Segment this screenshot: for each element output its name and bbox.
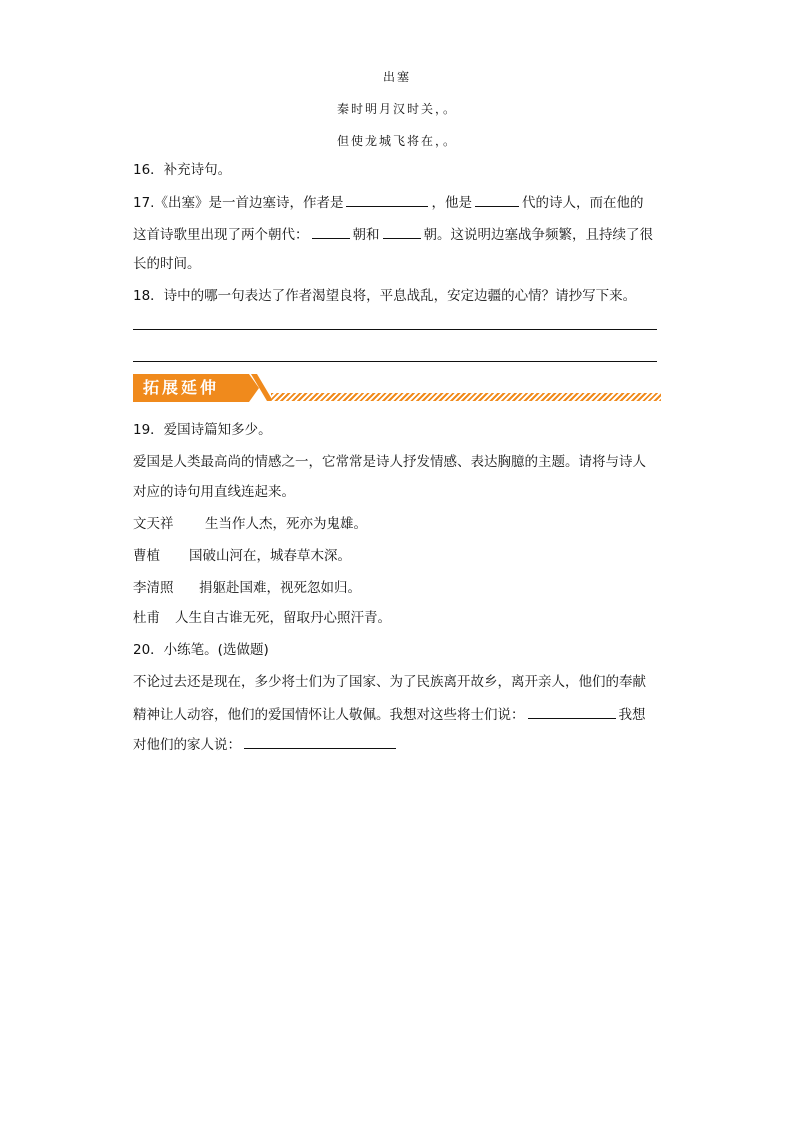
question-20-line-2 bbox=[133, 704, 646, 725]
section-banner bbox=[133, 374, 663, 406]
question-18: 18．诗中的哪一句表达了作者渴望良将，平息战乱，安定边疆的心情？请抄写下来。 bbox=[133, 288, 637, 304]
verse-text[interactable]: 生当作人杰，死亦为鬼雄。 bbox=[205, 516, 367, 532]
question-19-title: 19．爱国诗篇知多少。 bbox=[133, 422, 272, 438]
question-20-title: 20．小练笔。(选做题) bbox=[133, 642, 269, 658]
poem-line-2: 但使龙城飞将在，。 bbox=[336, 134, 457, 148]
match-row bbox=[133, 514, 367, 534]
answer-line-1[interactable] bbox=[133, 329, 657, 330]
author-blank[interactable] bbox=[346, 192, 428, 207]
section-title: 拓展延伸 bbox=[143, 378, 220, 397]
question-20-line-3 bbox=[133, 734, 399, 755]
verse-text[interactable]: 捐躯赴国难，视死忽如归。 bbox=[199, 580, 361, 596]
poem-line-1: 秦时明月汉时关，。 bbox=[336, 102, 457, 116]
poet-name[interactable]: 曹植 bbox=[133, 548, 160, 564]
dynasty-blank[interactable] bbox=[475, 192, 519, 207]
question-20-text: 精神让人动容，他们的爱国情怀让人敬佩。我想对这些将士们说： bbox=[133, 707, 525, 723]
poet-name[interactable]: 杜甫 bbox=[133, 610, 160, 626]
verse-text[interactable]: 国破山河在，城春草木深。 bbox=[189, 548, 351, 564]
dynasty-2-blank[interactable] bbox=[383, 224, 421, 239]
poem-title: 出塞 bbox=[382, 70, 411, 84]
question-17-text: 朝和 bbox=[352, 227, 380, 243]
question-19-intro-2: 对应的诗句用直线连起来。 bbox=[133, 484, 295, 500]
question-17-line-2 bbox=[133, 224, 653, 245]
question-20-line-1: 不论过去还是现在，多少将士们为了国家、为了民族离开故乡，离开亲人，他们的奉献 bbox=[133, 674, 646, 690]
match-row bbox=[133, 546, 351, 566]
verse-text[interactable]: 人生自古谁无死，留取丹心照汗青。 bbox=[175, 610, 391, 626]
dynasty-1-blank[interactable] bbox=[312, 224, 350, 239]
question-17-line-3: 长的时间。 bbox=[133, 256, 201, 272]
question-17-text: 17.《出塞》是一首边塞诗，作者是 bbox=[133, 195, 344, 211]
question-17-text: 朝。这说明边塞战争频繁，且持续了很 bbox=[423, 227, 653, 243]
soldiers-message-blank[interactable] bbox=[528, 704, 616, 719]
question-20-text: 我想 bbox=[618, 707, 646, 723]
banner-hatch bbox=[271, 393, 661, 401]
question-19-intro-1: 爱国是人类最高尚的情感之一，它常常是诗人抒发情感、表达胸臆的主题。请将与诗人 bbox=[133, 454, 646, 470]
poet-name[interactable]: 文天祥 bbox=[133, 516, 174, 532]
question-17-text: 这首诗歌里出现了两个朝代： bbox=[133, 227, 309, 243]
match-row bbox=[133, 578, 361, 598]
poet-name[interactable]: 李清照 bbox=[133, 580, 174, 596]
match-row bbox=[133, 608, 391, 628]
answer-line-2[interactable] bbox=[133, 361, 657, 362]
question-17-text: ，他是 bbox=[431, 195, 472, 211]
family-message-blank[interactable] bbox=[244, 734, 396, 749]
question-20-text: 对他们的家人说： bbox=[133, 737, 241, 753]
question-17-line-1 bbox=[133, 192, 643, 213]
question-17-text: 代的诗人，而在他的 bbox=[521, 195, 644, 211]
question-16: 16．补充诗句。 bbox=[133, 162, 232, 178]
